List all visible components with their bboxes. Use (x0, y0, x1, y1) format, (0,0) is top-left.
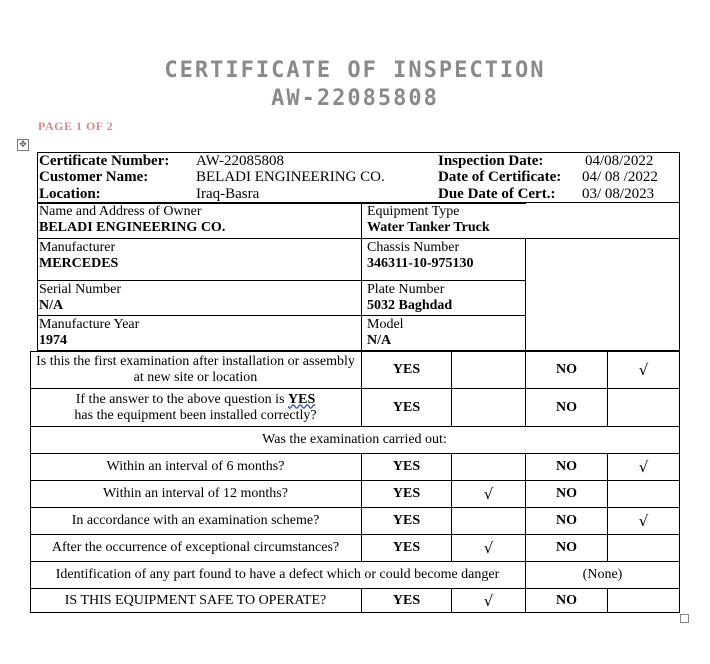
year-value: 1974 (39, 333, 67, 348)
owner-label: Name and Address of Owner (39, 204, 202, 219)
date-of-cert-value: 04/ 08 /2022 (582, 169, 658, 185)
q6-no-box[interactable] (608, 535, 680, 562)
question-6-months: Within an interval of 6 months? (30, 454, 362, 481)
page-label: PAGE 1 OF 2 (38, 119, 114, 133)
manufacturer-label: Manufacturer (39, 240, 116, 255)
equipment-type-cell (362, 203, 680, 239)
q3-no-checkmark-icon[interactable]: √ (608, 454, 680, 481)
q6-no-label: NO (526, 535, 608, 562)
q2-no-box[interactable] (608, 389, 680, 427)
customer-label: Customer Name: (39, 169, 149, 185)
defect-answer: (None) (526, 562, 680, 589)
certificate-header (37, 152, 680, 203)
serial-value: N/A (39, 298, 64, 313)
equipment-type-label: Equipment Type (367, 204, 460, 219)
plate-cell (362, 281, 526, 316)
q1-yes-label: YES (362, 351, 452, 389)
section-heading: Was the examination carried out: (30, 427, 680, 454)
manufacturer-value: MERCEDES (39, 256, 119, 271)
chassis-cell (362, 239, 526, 281)
year-cell (37, 316, 362, 351)
question-first-exam: Is this the first examination after installation or assembly at new site or location (30, 351, 362, 389)
location-value: Iraq-Basra (196, 186, 260, 202)
equipment-type-value: Water Tanker Truck (367, 220, 490, 235)
table-move-handle-icon[interactable]: ✥ (17, 139, 29, 151)
q2-no-label: NO (526, 389, 608, 427)
q5-yes-label: YES (362, 508, 452, 535)
q3-yes-label: YES (362, 454, 452, 481)
question-exceptional: After the occurrence of exceptional circumstances? (30, 535, 362, 562)
model-value: N/A (367, 333, 392, 348)
q8-no-label: NO (526, 589, 608, 613)
cert-number-label: Certificate Number: (39, 153, 170, 169)
q1-no-checkmark-icon[interactable]: √ (608, 351, 680, 389)
due-date-label: Due Date of Cert.: (438, 186, 556, 202)
q2-yes-box[interactable] (452, 389, 526, 427)
blank-cell (526, 239, 680, 351)
q2-yes-label: YES (362, 389, 452, 427)
model-label: Model (367, 317, 404, 332)
owner-value: BELADI ENGINEERING CO. (39, 220, 226, 235)
q5-no-checkmark-icon[interactable]: √ (608, 508, 680, 535)
serial-label: Serial Number (39, 282, 122, 297)
question-safe-to-operate: IS THIS EQUIPMENT SAFE TO OPERATE? (30, 589, 362, 613)
cert-number-value: AW-22085808 (196, 153, 284, 169)
q4-yes-checkmark-icon[interactable]: √ (452, 481, 526, 508)
q8-yes-checkmark-icon[interactable]: √ (452, 589, 526, 613)
q1-yes-box[interactable] (452, 351, 526, 389)
certificate-title: CERTIFICATE OF INSPECTION (164, 58, 546, 83)
chassis-value: 346311-10-975130 (367, 256, 474, 271)
q8-no-box[interactable] (608, 589, 680, 613)
due-date-value: 03/ 08/2023 (582, 186, 655, 202)
plate-value: 5032 Baghdad (367, 298, 453, 313)
question-installed-correctly: If the answer to the above question is YES has the equipment been installed correctly? (30, 389, 362, 427)
q6-yes-checkmark-icon[interactable]: √ (452, 535, 526, 562)
q3-yes-box[interactable] (452, 454, 526, 481)
q1-no-label: NO (526, 351, 608, 389)
q6-yes-label: YES (362, 535, 452, 562)
q4-no-box[interactable] (608, 481, 680, 508)
q8-yes-label: YES (362, 589, 452, 613)
model-cell (362, 316, 526, 351)
inspection-date-label: Inspection Date: (438, 153, 544, 169)
q4-no-label: NO (526, 481, 608, 508)
serial-cell (37, 281, 362, 316)
question-defect: Identification of any part found to have a defect which or could become danger (30, 562, 526, 589)
certificate-number-title: AW-22085808 (271, 86, 439, 111)
owner-cell (37, 203, 362, 239)
question-12-months: Within an interval of 12 months? (30, 481, 362, 508)
manufacturer-cell (37, 239, 362, 281)
chassis-label: Chassis Number (367, 240, 460, 255)
plate-label: Plate Number (367, 282, 445, 297)
q5-yes-box[interactable] (452, 508, 526, 535)
location-label: Location: (39, 186, 101, 202)
year-label: Manufacture Year (39, 317, 140, 332)
q4-yes-label: YES (362, 481, 452, 508)
date-of-cert-label: Date of Certificate: (438, 169, 562, 185)
table-resize-handle[interactable] (680, 614, 689, 623)
q5-no-label: NO (526, 508, 608, 535)
question-exam-scheme: In accordance with an examination scheme? (30, 508, 362, 535)
q3-no-label: NO (526, 454, 608, 481)
customer-value: BELADI ENGINEERING CO. (196, 169, 385, 185)
inspection-date-value: 04/08/2022 (585, 153, 654, 169)
